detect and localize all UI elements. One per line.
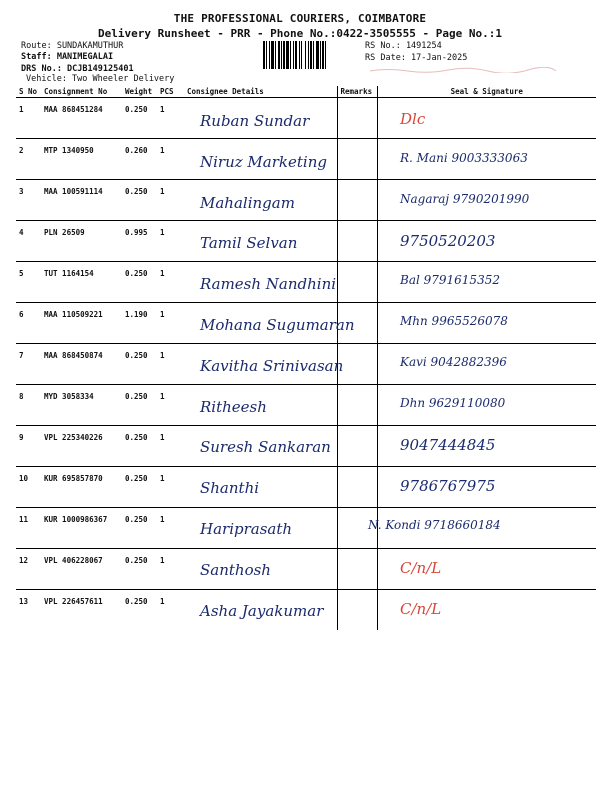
cell-weight: 0.250 (122, 549, 157, 590)
table-row (16, 385, 596, 426)
handwritten-consignee: Santhosh (200, 560, 271, 579)
cell-pcs: 1 (157, 467, 184, 508)
cell-remarks (337, 385, 377, 426)
cell-consignment: MYD 3058334 (41, 385, 122, 426)
cell-pcs: 1 (157, 426, 184, 467)
table-header-row (16, 86, 596, 98)
handwritten-signature: Mhn 9965526078 (400, 314, 508, 328)
cell-consignment: VPL 225340226 (41, 426, 122, 467)
handwritten-consignee: Asha Jayakumar (200, 601, 324, 620)
staff-label: Staff: MANIMEGALAI (21, 52, 114, 62)
cell-remarks (337, 221, 377, 262)
cell-weight: 0.250 (122, 385, 157, 426)
cell-consignment: MAA 868450874 (41, 344, 122, 385)
handwritten-consignee: Mahalingam (200, 193, 295, 212)
cell-remarks (337, 590, 377, 631)
handwritten-signature: N. Kondi 9718660184 (368, 518, 501, 532)
table-row (16, 467, 596, 508)
cell-weight: 0.250 (122, 262, 157, 303)
handwritten-signature: C/n/L (400, 599, 442, 618)
cell-consignment: VPL 226457611 (41, 590, 122, 631)
cell-sno: 4 (16, 221, 41, 262)
rs-number: RS No.: 1491254 (365, 41, 442, 51)
cell-sno: 6 (16, 303, 41, 344)
barcode-icon (263, 41, 359, 69)
handwritten-signature: C/n/L (400, 558, 442, 577)
handwritten-consignee: Niruz Marketing (200, 152, 327, 171)
cell-pcs: 1 (157, 139, 184, 180)
route-label: Route: SUNDAKAMUTHUR (21, 41, 124, 51)
handwritten-consignee: Tamil Selvan (200, 234, 298, 253)
cell-consignment: KUR 1000986367 (41, 508, 122, 549)
cell-consignment: PLN 26509 (41, 221, 122, 262)
handwritten-consignee: Shanthi (200, 479, 260, 498)
handwritten-signature: Kavi 9042882396 (400, 354, 507, 369)
document-subtitle: Delivery Runsheet - PRR - Phone No.:0422-3505555 - Page No.:1 (98, 27, 502, 40)
faint-scribble-icon (368, 67, 558, 73)
col-sno: S No (16, 86, 41, 98)
cell-consignment: VPL 406228067 (41, 549, 122, 590)
cell-sno: 3 (16, 180, 41, 221)
cell-weight: 0.250 (122, 180, 157, 221)
cell-remarks (337, 180, 377, 221)
cell-consignment: KUR 695857870 (41, 467, 122, 508)
cell-sno: 7 (16, 344, 41, 385)
handwritten-signature: 9786767975 (400, 477, 496, 496)
cell-weight: 0.250 (125, 105, 148, 114)
cell-remarks (337, 467, 377, 508)
handwritten-signature: Dhn 9629110080 (400, 395, 506, 410)
handwritten-consignee: Suresh Sankaran (200, 438, 331, 457)
cell-weight: 0.260 (122, 139, 157, 180)
handwritten-consignee: Ruban Sundar (200, 112, 310, 130)
cell-weight: 0.250 (122, 344, 157, 385)
cell-pcs: 1 (157, 385, 184, 426)
cell-pcs: 1 (157, 344, 184, 385)
handwritten-signature: Dlc (400, 110, 426, 128)
handwritten-consignee: Kavitha Srinivasan (200, 356, 344, 375)
cell-remarks (337, 549, 377, 590)
cell-sno: 9 (16, 426, 41, 467)
cell-sno: 5 (16, 262, 41, 303)
handwritten-consignee: Mohana Sugumaran (200, 316, 355, 334)
col-weight: Weight (122, 86, 157, 98)
table-row (16, 508, 596, 549)
col-remarks: Remarks (337, 86, 377, 98)
cell-pcs: 1 (160, 105, 165, 114)
vehicle-label: Vehicle: Two Wheeler Delivery (26, 74, 175, 84)
cell-consignment: MTP 1340950 (41, 139, 122, 180)
cell-sno: 10 (16, 467, 41, 508)
handwritten-signature: 9047444845 (400, 436, 496, 455)
handwritten-consignee: Ritheesh (200, 397, 267, 416)
cell-consignment: TUT 1164154 (41, 262, 122, 303)
cell-sno: 2 (16, 139, 41, 180)
cell-weight: 1.190 (122, 303, 157, 344)
drs-number: DRS No.: DCJB149125401 (21, 64, 134, 74)
cell-sno: 8 (16, 385, 41, 426)
rs-date: RS Date: 17-Jan-2025 (365, 53, 468, 63)
cell-sno: 13 (16, 590, 41, 631)
table-row (16, 549, 596, 590)
cell-pcs: 1 (157, 508, 184, 549)
cell-weight: 0.250 (122, 467, 157, 508)
cell-weight: 0.995 (122, 221, 157, 262)
cell-pcs: 1 (157, 590, 184, 631)
cell-sno: 11 (16, 508, 41, 549)
cell-pcs: 1 (157, 221, 184, 262)
handwritten-consignee: Ramesh Nandhini (200, 275, 337, 294)
cell-remarks (337, 426, 377, 467)
handwritten-signature: 9750520203 (400, 232, 496, 251)
handwritten-consignee: Hariprasath (200, 520, 293, 538)
cell-pcs: 1 (157, 262, 184, 303)
cell-weight: 0.250 (122, 590, 157, 631)
cell-pcs: 1 (157, 303, 184, 344)
cell-sno: 1 (19, 105, 24, 114)
cell-pcs: 1 (157, 549, 184, 590)
cell-weight: 0.250 (122, 508, 157, 549)
cell-remarks (337, 98, 377, 139)
handwritten-signature: Nagaraj 9790201990 (400, 191, 530, 206)
document-title: THE PROFESSIONAL COURIERS, COIMBATORE (173, 12, 427, 25)
cell-pcs: 1 (157, 180, 184, 221)
cell-consignment: MAA 110509221 (41, 303, 122, 344)
cell-sno: 12 (16, 549, 41, 590)
handwritten-signature: Bal 9791615352 (400, 273, 500, 288)
col-pcs: PCS (157, 86, 184, 98)
col-seal: Seal & Signature (377, 86, 596, 98)
cell-remarks (337, 139, 377, 180)
cell-remarks (337, 262, 377, 303)
col-consignee: Consignee Details (184, 86, 337, 98)
table-row (16, 221, 596, 262)
col-consignment: Consignment No (41, 86, 122, 98)
cell-consignment: MAA 868451284 (44, 105, 103, 114)
cell-consignment: MAA 100591114 (41, 180, 122, 221)
cell-weight: 0.250 (122, 426, 157, 467)
handwritten-signature: R. Mani 9003333063 (400, 150, 528, 165)
